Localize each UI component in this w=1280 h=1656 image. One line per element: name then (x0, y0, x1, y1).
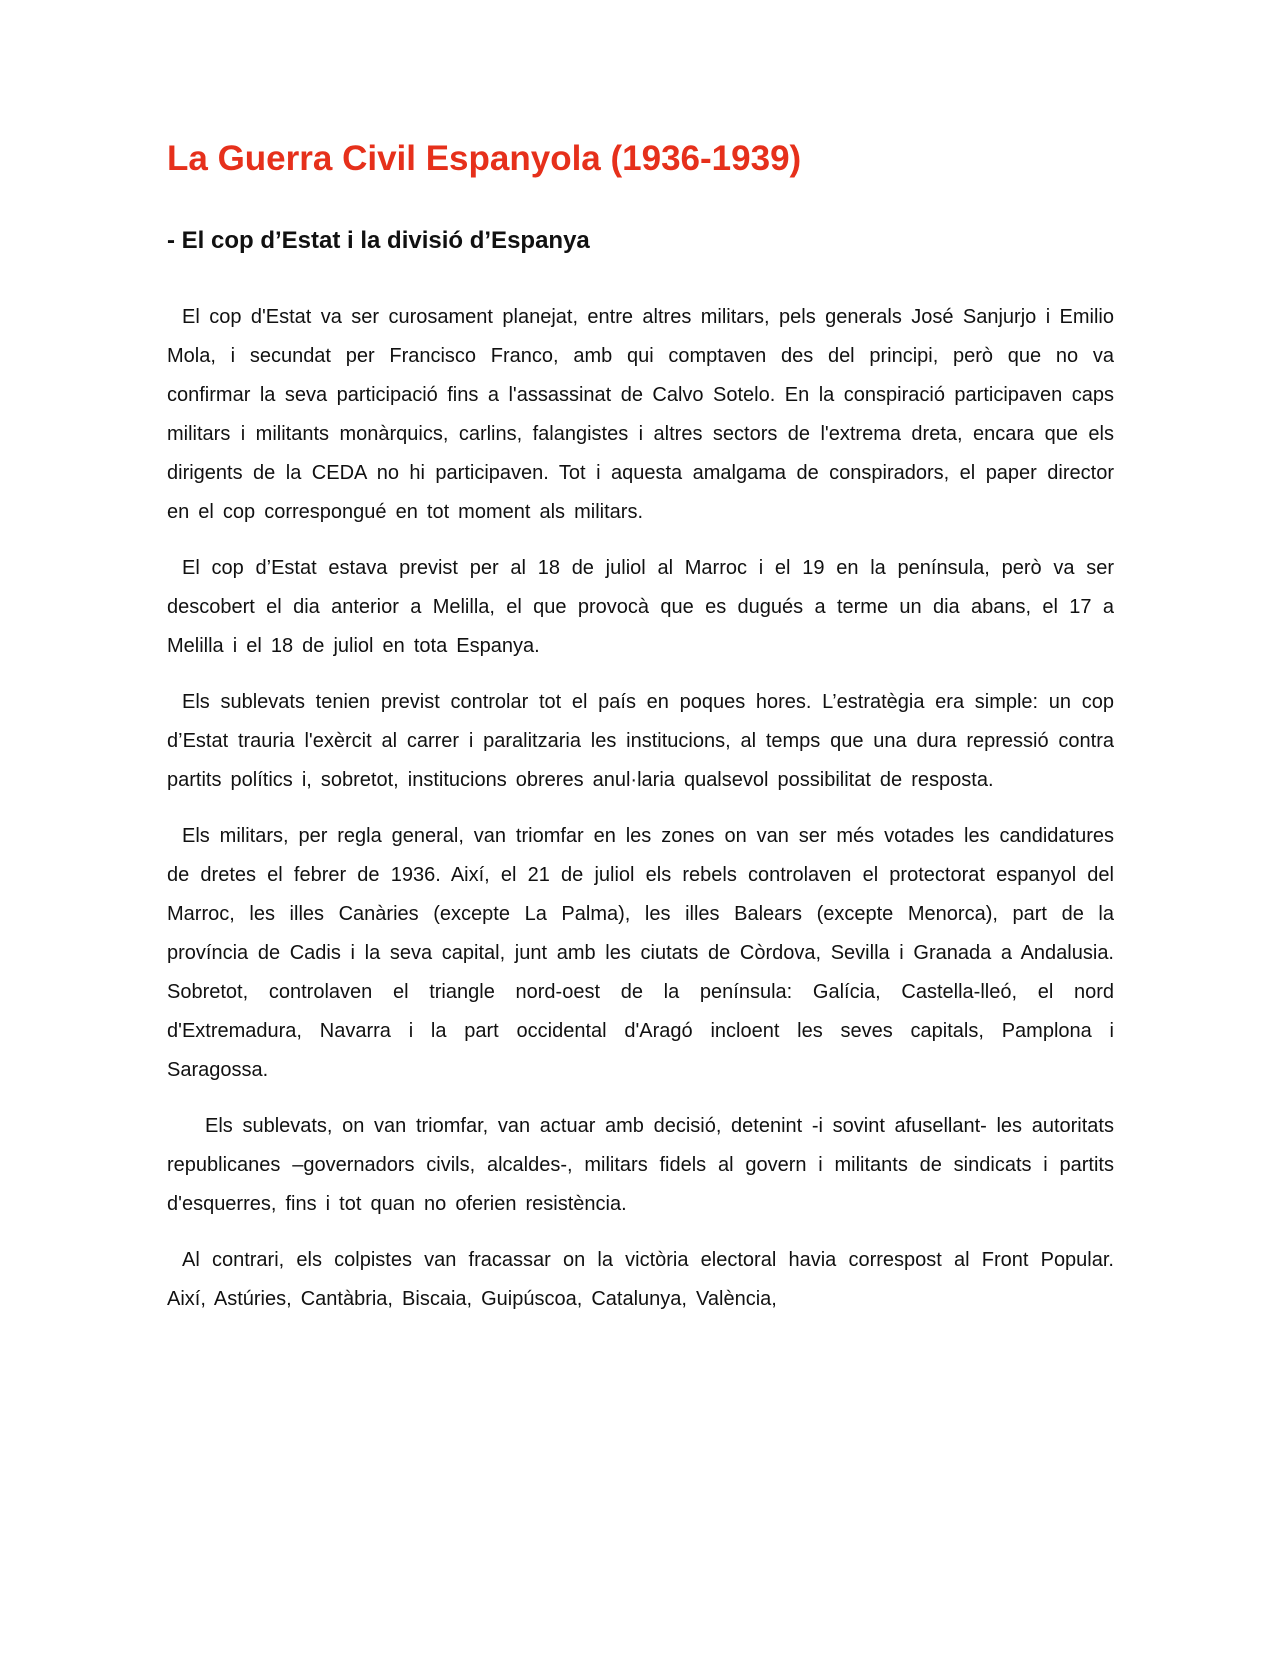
paragraph: Els sublevats, on van triomfar, van actuar amb decisió, detenint -i sovint afusellant- les autoritats republicanes –governadors civils, alcaldes-, militars fidels al govern i militants de sindicats i partits d'esquerres, fins i tot quan no oferien resistència. (167, 1115, 1114, 1215)
document-body (167, 298, 1114, 1319)
section-heading: - El cop d’Estat i la divisió d’Espanya (167, 227, 590, 254)
paragraph: El cop d’Estat estava previst per al 18 de juliol al Marroc i el 19 en la península, però va ser descobert el dia anterior a Melilla, el que provocà que es dugués a terme un dia abans, el 17 a Melilla i el 18 de juliol en tota Espanya. (167, 557, 1114, 657)
paragraph: Al contrari, els colpistes van fracassar on la victòria electoral havia correspost al Front Popular. Així, Astúries, Cantàbria, Biscaia, Guipúscoa, Catalunya, València, (167, 1249, 1114, 1310)
paragraph: Els militars, per regla general, van triomfar en les zones on van ser més votades les candidatures de dretes el febrer de 1936. Així, el 21 de juliol els rebels controlaven el protectorat espanyol del Marroc, les illes Canàries (excepte La Palma), les illes Balears (excepte Menorca), part de la província de Cadis i la seva capital, junt amb les ciutats de Còrdova, Sevilla i Granada a Andalusia. Sobretot, controlaven el triangle nord-oest de la península: Galícia, Castella-lleó, el nord d'Extremadura, Navarra i la part occidental d'Aragó incloent les seves capitals, Pamplona i Saragossa. (167, 825, 1114, 1081)
document-title: La Guerra Civil Espanyola (1936-1939) (167, 139, 802, 178)
paragraph: Els sublevats tenien previst controlar tot el país en poques hores. L’estratègia era simple: un cop d’Estat trauria l'exèrcit al carrer i paralitzaria les institucions, al temps que una dura repressió contra partits polítics i, sobretot, institucions obreres anul·laria qualsevol possibilitat de resposta. (167, 691, 1114, 791)
paragraph: El cop d'Estat va ser curosament planejat, entre altres militars, pels generals José Sanjurjo i Emilio Mola, i secundat per Francisco Franco, amb qui comptaven des del principi, però que no va confirmar la seva participació fins a l'assassinat de Calvo Sotelo. En la conspiració participaven caps militars i militants monàrquics, carlins, falangistes i altres sectors de l'extrema dreta, encara que els dirigents de la CEDA no hi participaven. Tot i aquesta amalgama de conspiradors, el paper director en el cop correspongué en tot moment als militars. (167, 306, 1114, 523)
